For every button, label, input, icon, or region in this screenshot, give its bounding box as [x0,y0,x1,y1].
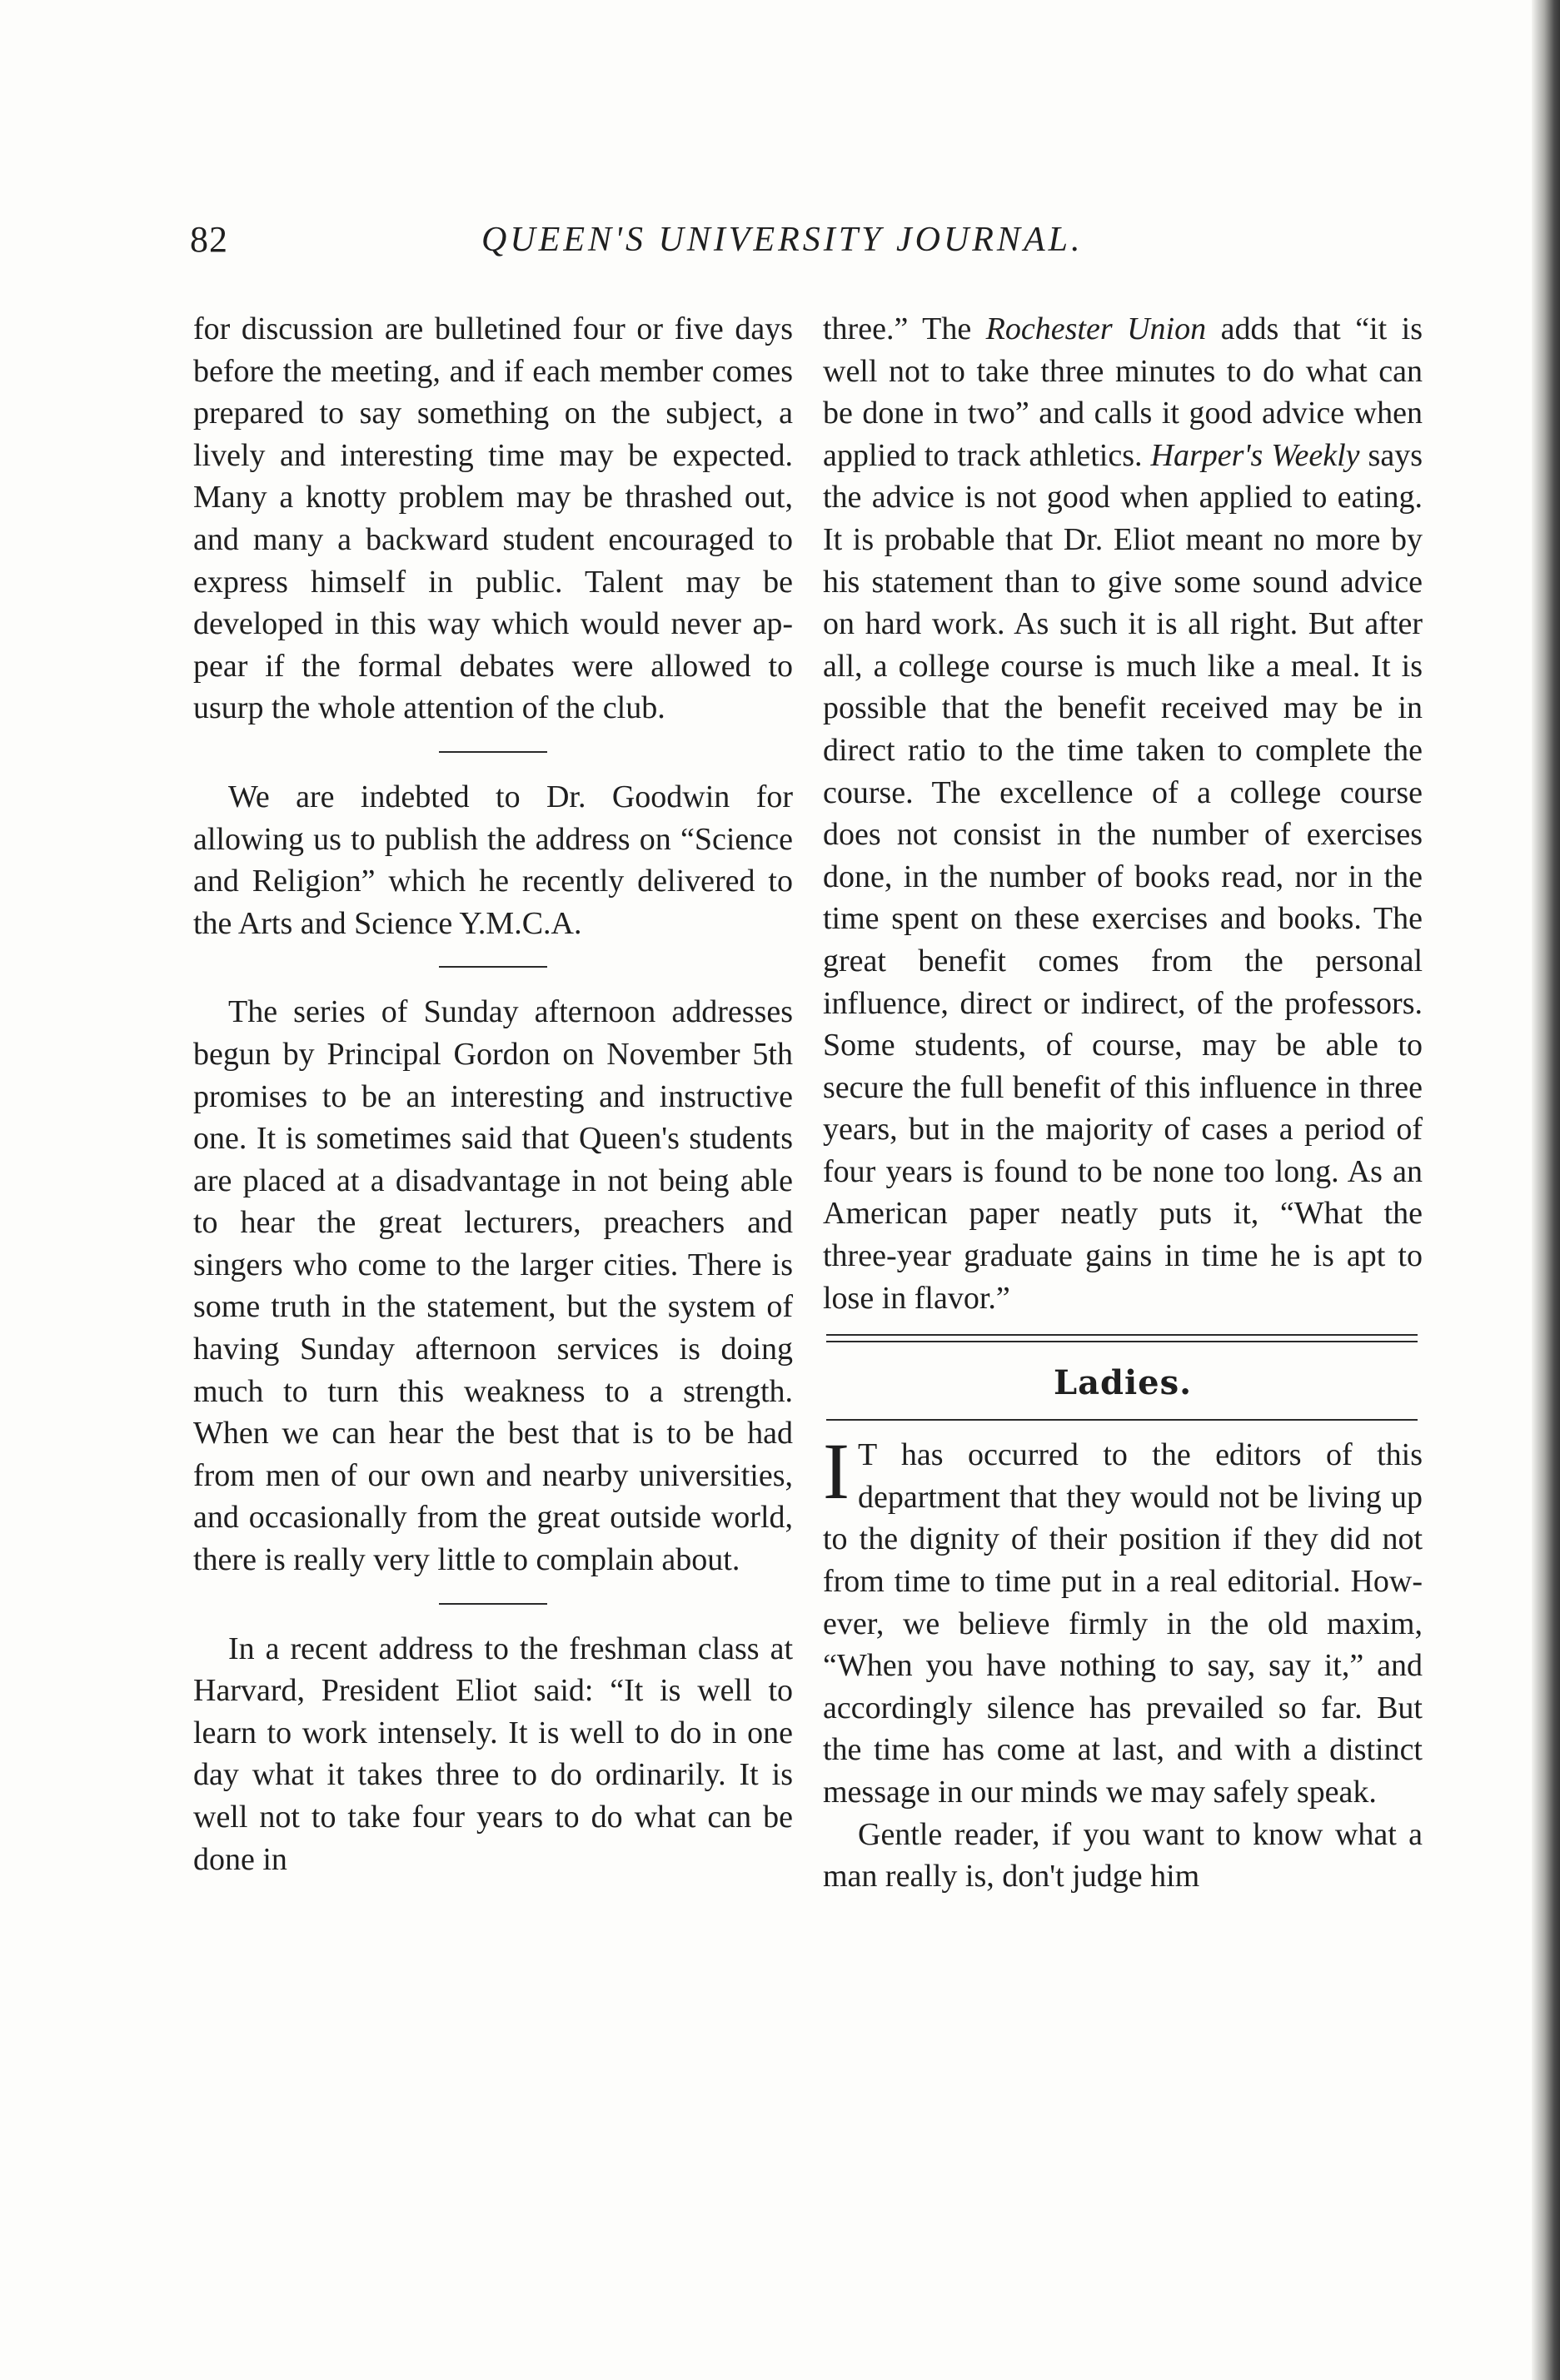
publication-name: Rochester Union [985,311,1207,346]
paragraph-harvard-continued [823,308,1423,1319]
heading-rule [826,1419,1418,1421]
paragraph-ladies-editorial: IT has occurred to the editors of this department that they would not be living up to the dignity of their position if they did not from time to time put in a real editorial. However, we believe firmly in the old maxim, “When you have nothing to say, say it,” and accordingly silence has prevailed so far. But the time has come at last, and with a distinct message in our minds we may safely speak. [823,1427,1423,1810]
double-rule-divider [826,1334,1418,1342]
paragraph-harvard-address: In a recent address to the freshman class at Harvard, President Eliot said: “It is well to learn to work intensely. It is well to do in one day what it takes three to do ordinarily. It is well not to take four years to do what can be done in [193,1631,793,1877]
text-run: three.” The [823,311,986,346]
right-column [823,308,1423,1898]
text-run: says the advice is not good when applied to eating. It is probable that Dr. Eliot meant no more by his statement than to give some sound advice on hard work. As such it is all right. But after all, a college course is much like a meal. It is possible that the benefit received may be in direct ratio to the time taken to complete the course. The excellence of a college course does not consist in the number of exercises done, in the number of books read, nor in the time spent on these exercises and books. The great benefit comes from the personal influence, direct or indirect, of the professors. Some students, of course, may be able to secure the full benefit of this influence in three years, but in the majority of cases a period of four years is found to be none too long. As an American paper neatly puts it, “What the three-year graduate gains in time he is apt to lose in flavor.” [823,437,1423,1316]
section-divider [439,751,547,753]
running-title: QUEEN'S UNIVERSITY JOURNAL. [481,221,1084,259]
paragraph-debating-club: for discussion are bulletined four or five days before the meeting, and if each member comes prepared to say something on the subject, a lively and interesting time may be expected. Many a knotty problem may be thrashed out, and many a backward student encouraged to express himself in public. Talent may be developed in this way which would never appear if the formal debates were allowed to usurp the whole attention of the club. [193,311,793,726]
section-divider [439,1603,547,1605]
paragraph-goodwin-address: We are indebted to Dr. Goodwin for allowing us to publish the address on “Science and Religion” which he recently delivered to the Arts and Science Y.M.C.A. [193,779,793,941]
paragraph-gentle-reader: Gentle reader, if you want to know what a man really is, don't judge him [823,1816,1423,1895]
section-divider [439,966,547,968]
left-column [193,308,793,1880]
publication-name: Harper's Weekly [1150,437,1360,473]
page-header [190,218,1131,276]
page-binding-shadow [1532,0,1560,2380]
page-number: 82 [190,219,228,260]
text-run: adds that “it is well not to take three minutes to do what can be done in two” and calls it good advice when applied to track athletics. [823,311,1423,473]
section-heading-ladies: Ladies. [1053,1363,1193,1403]
paragraph-sunday-addresses: The series of Sunday afternoon addresses begun by Principal Gordon on November 5th promises to be an interesting and instructive one. It is sometimes said that Queen's students are placed at a disadvantage in not being able to hear the great lecturers, preachers and singers who come to the larger cities. There is some truth in the statement, but the system of having Sunday afternoon services is doing much to turn this weakness to a strength. When we can hear the best that is to be had from men of our own and nearby universities, and occasionally from the great outside world, there is really very little to complain about. [193,994,793,1578]
